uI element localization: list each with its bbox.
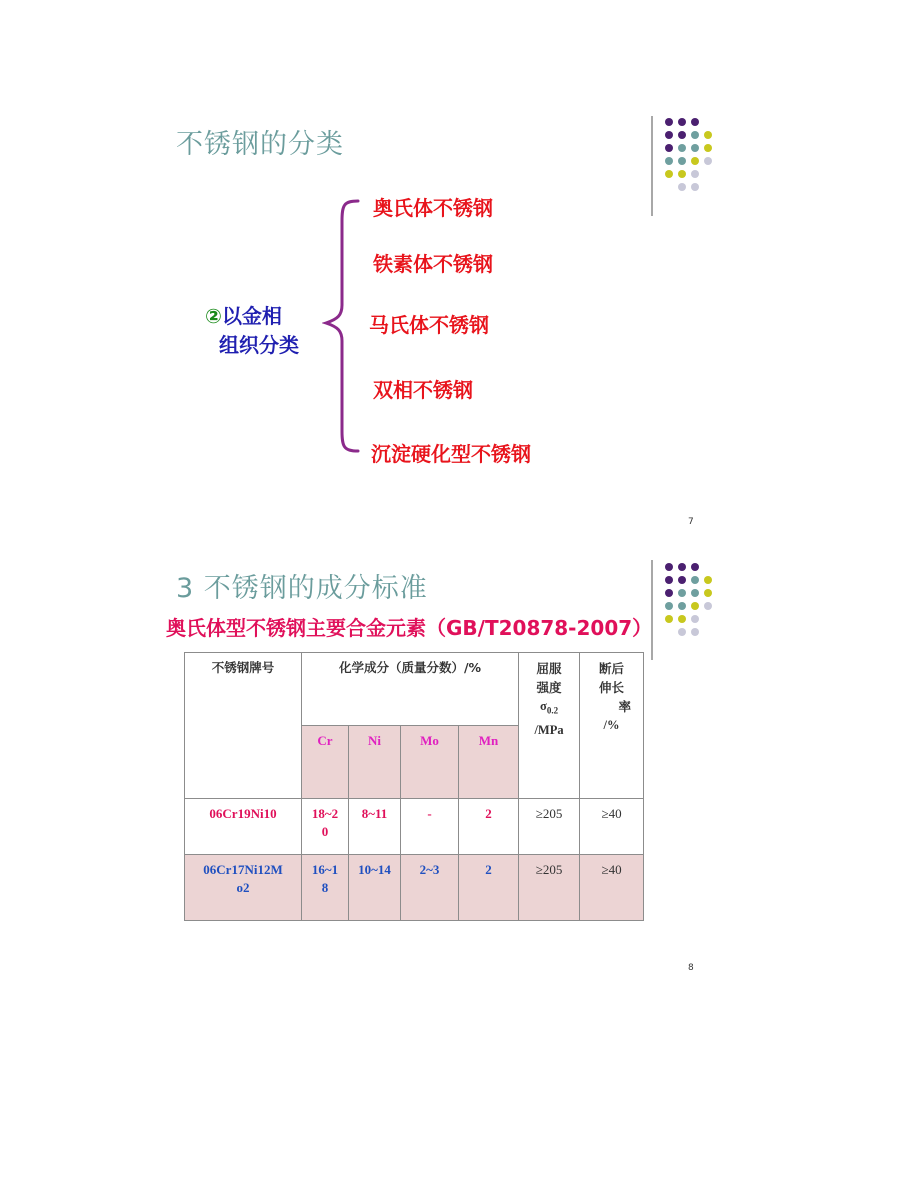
table-row	[185, 799, 644, 855]
classification-basis-label: ②以金相 组织分类	[205, 304, 299, 357]
cell-mn: 2	[459, 855, 519, 921]
category-duplex: 双相不锈钢	[373, 378, 473, 402]
header-mo: Mo	[401, 726, 459, 799]
cell-elongation: ≥40	[580, 799, 644, 855]
circled-number: ②	[205, 304, 222, 328]
table-row	[185, 855, 644, 921]
category-austenitic: 奥氏体不锈钢	[373, 196, 493, 220]
cell-yield: ≥205	[519, 799, 580, 855]
header-grade: 不锈钢牌号	[185, 653, 302, 799]
cell-elongation: ≥40	[580, 855, 644, 921]
slide-subtitle: 奥氏体型不锈钢主要合金元素（GB/T20878-2007）	[166, 616, 653, 640]
page-number: 7	[688, 517, 694, 527]
cell-mo: 2~3	[401, 855, 459, 921]
cell-ni: 10~14	[349, 855, 401, 921]
page-number: 8	[688, 963, 694, 973]
header-ni: Ni	[349, 726, 401, 799]
category-precipitation-hardening: 沉淀硬化型不锈钢	[371, 442, 531, 466]
cell-mo: -	[401, 799, 459, 855]
cell-ni: 8~11	[349, 799, 401, 855]
decorative-divider	[651, 560, 653, 660]
decorative-dot-grid	[665, 118, 714, 193]
cell-cr: 18~2 0	[302, 799, 349, 855]
decorative-dot-grid	[665, 563, 714, 638]
header-yield-strength: 屈服 强度 $\sigma_{0.2}$ /MPa	[519, 653, 580, 799]
slide-title: 不锈钢的分类	[176, 129, 344, 160]
category-martensitic: 马氏体不锈钢	[369, 313, 489, 337]
slide-title: 3 不锈钢的成分标准	[176, 573, 428, 604]
cell-yield: ≥205	[519, 855, 580, 921]
header-mn: Mn	[459, 726, 519, 799]
decorative-divider	[651, 116, 653, 216]
cell-grade: 06Cr17Ni12M o2	[185, 855, 302, 921]
cell-cr: 16~1 8	[302, 855, 349, 921]
category-ferritic: 铁素体不锈钢	[373, 252, 493, 276]
curly-brace	[322, 195, 362, 460]
cell-grade: 06Cr19Ni10	[185, 799, 302, 855]
cell-mn: 2	[459, 799, 519, 855]
header-elongation: 断后 伸长 率 /%	[580, 653, 644, 799]
composition-table	[184, 652, 644, 921]
header-cr: Cr	[302, 726, 349, 799]
header-chemical-composition: 化学成分（质量分数）/%	[302, 653, 519, 726]
